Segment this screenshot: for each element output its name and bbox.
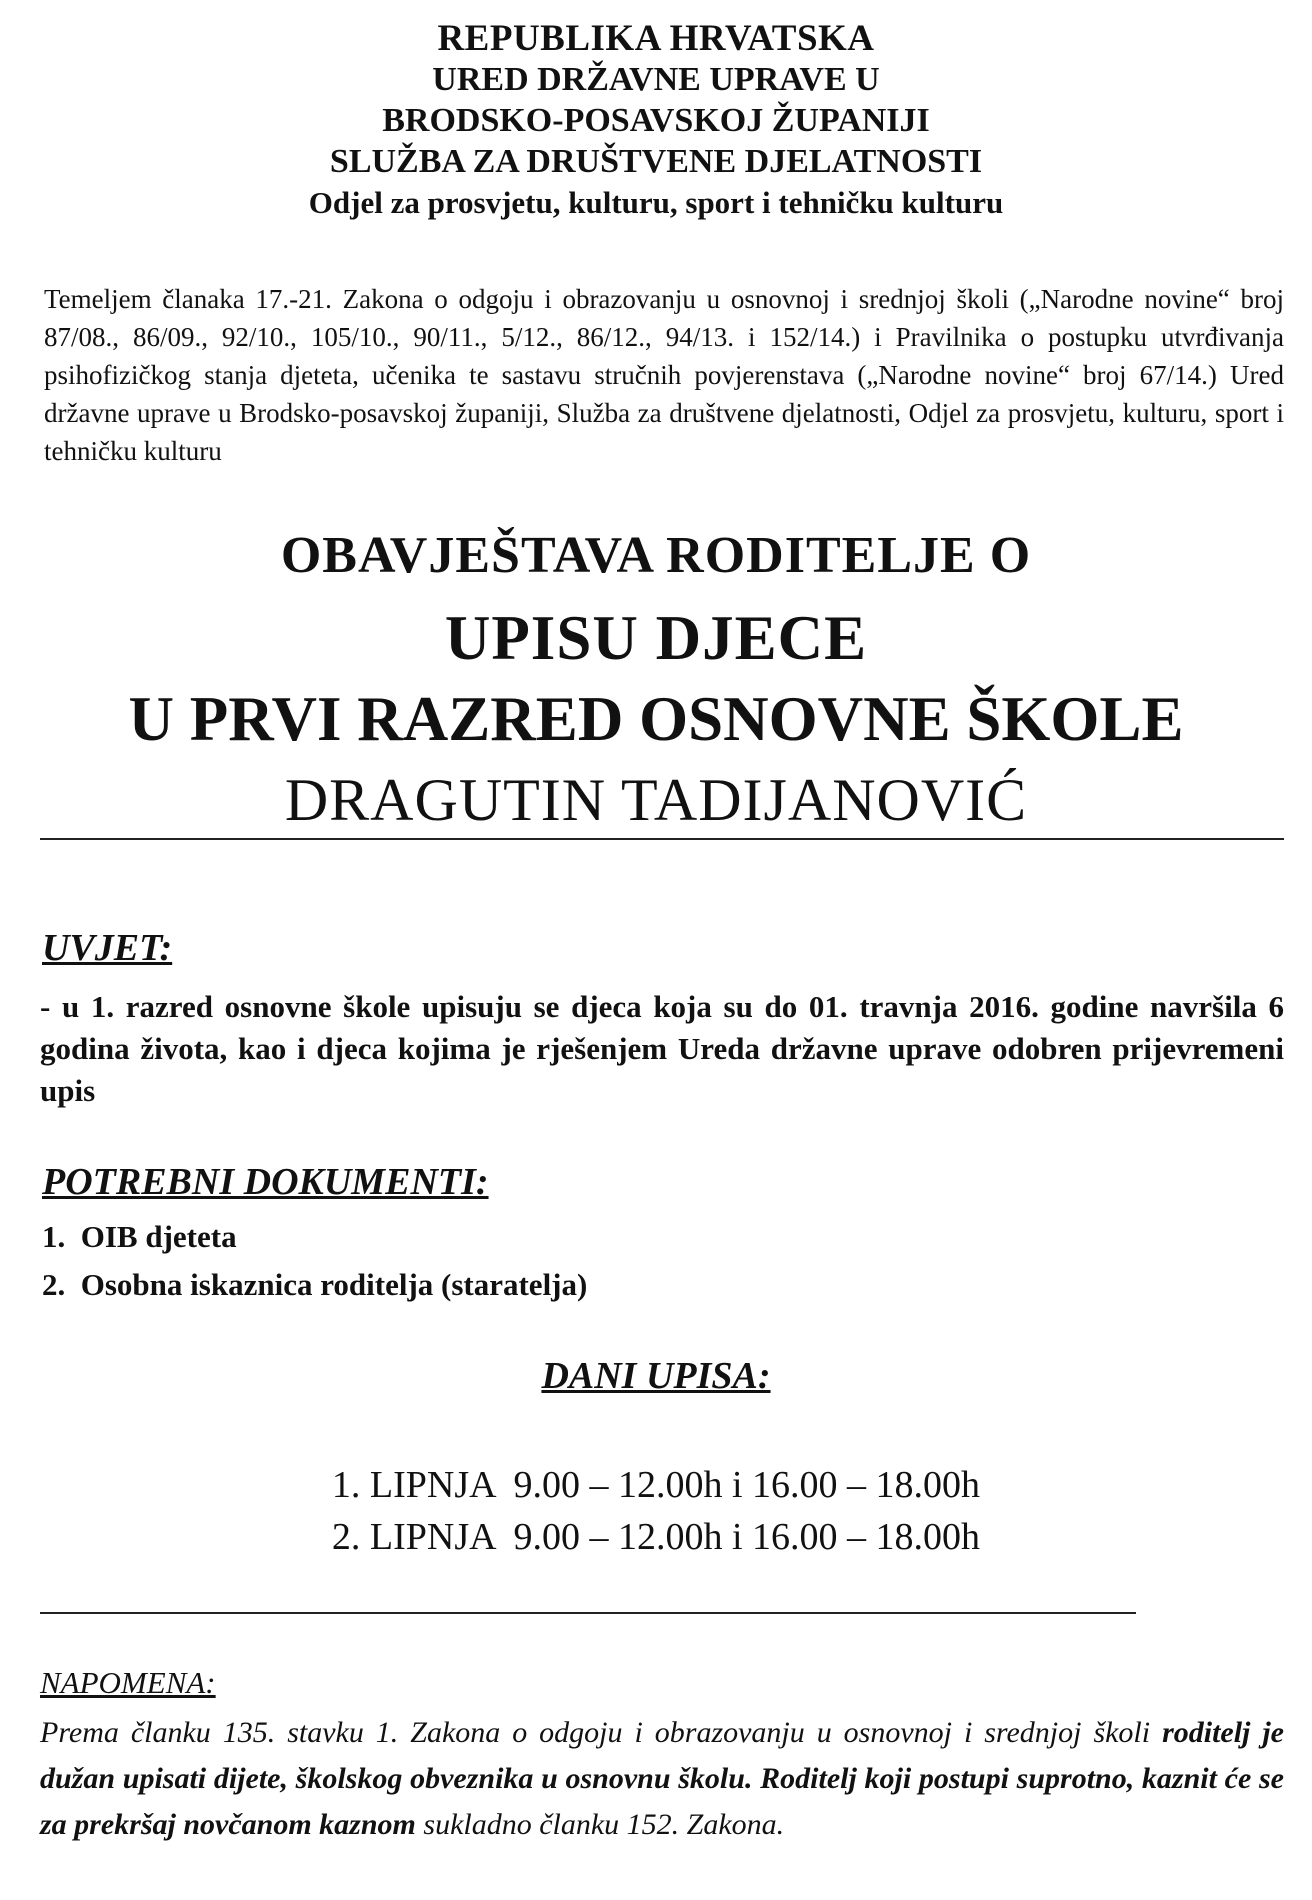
header-department: Odjel za prosvjetu, kulturu, sport i tehničku kulturu — [308, 185, 1004, 220]
header-county: BRODSKO-POSAVSKOJ ŽUPANIJI — [382, 102, 930, 139]
enrollment-date-2: 2. LIPNJA 9.00 – 12.00h i 16.00 – 18.00h — [331, 1516, 981, 1558]
divider-bottom — [40, 1612, 1136, 1614]
divider-top — [40, 838, 1284, 840]
enrollment-days-heading: DANI UPISA: — [541, 1355, 771, 1397]
header-service: SLUŽBA ZA DRUŠTVENE DJELATNOSTI — [329, 143, 983, 180]
title-line-2: UPISU DJECE — [444, 603, 868, 673]
note-text — [40, 1710, 1284, 1848]
intro-paragraph: Temeljem članaka 17.-21. Zakona o odgoju i obrazovanju u osnovnoj i srednjoj školi („Narodne novine“ broj 87/08., 86/09., 92/10., 105/10., 90/11., 5/12., 86/12., 94/13. i 152/14.) i Pravilnika o postupku utvrđivanja psihofizičkog stanja djeteta, učenika te sastavu stručnih povjerenstava („Narodne novine“ broj 67/14.) Ured državne uprave u Brodsko-posavskoj županiji, Služba za društvene djelatnosti, Odjel za prosvjetu, kulturu, sport i tehničku kulturu — [44, 284, 1284, 466]
note-text-part-1: Prema članku 135. stavku 1. Zakona o odgoju i obrazovanju u osnovnoj i srednjoj školi — [40, 1716, 1163, 1749]
uvjet-text: - u 1. razred osnovne škole upisuju se djeca koja su do 01. travnja 2016. godine navršila 6 godina života, kao i djeca kojima je rješenjem Ureda državne uprave odobren prijevremeni upis — [40, 989, 1284, 1108]
list-item: 1. OIB djeteta — [42, 1219, 237, 1254]
header-republic: REPUBLIKA HRVATSKA — [437, 18, 875, 59]
list-item: 2. Osobna iskaznica roditelja (staratelja) — [42, 1267, 588, 1302]
title-line-3: U PRVI RAZRED OSNOVNE ŠKOLE — [128, 684, 1184, 754]
documents-heading: POTREBNI DOKUMENTI: — [42, 1161, 489, 1203]
note-heading: NAPOMENA: — [40, 1665, 216, 1700]
note-text-part-2: sukladno članku 152. Zakona. — [415, 1808, 785, 1841]
uvjet-heading: UVJET: — [42, 927, 173, 969]
documents-list — [42, 1213, 587, 1309]
header-office: URED DRŽAVNE UPRAVE U — [432, 61, 880, 98]
enrollment-date-1: 1. LIPNJA 9.00 – 12.00h i 16.00 – 18.00h — [331, 1464, 981, 1506]
letterhead — [0, 18, 1312, 223]
note-text-emphasis: roditelj je dužan upisati dijete, školskog obveznika u osnovnu školu. Roditelj koji postupi suprotno, kaznit će se za prekršaj novčanom kaznom — [40, 1716, 1285, 1841]
title-line-1: OBAVJEŠTAVA RODITELJE O — [280, 527, 1032, 584]
school-name: DRAGUTIN TADIJANOVIĆ — [284, 767, 1028, 833]
